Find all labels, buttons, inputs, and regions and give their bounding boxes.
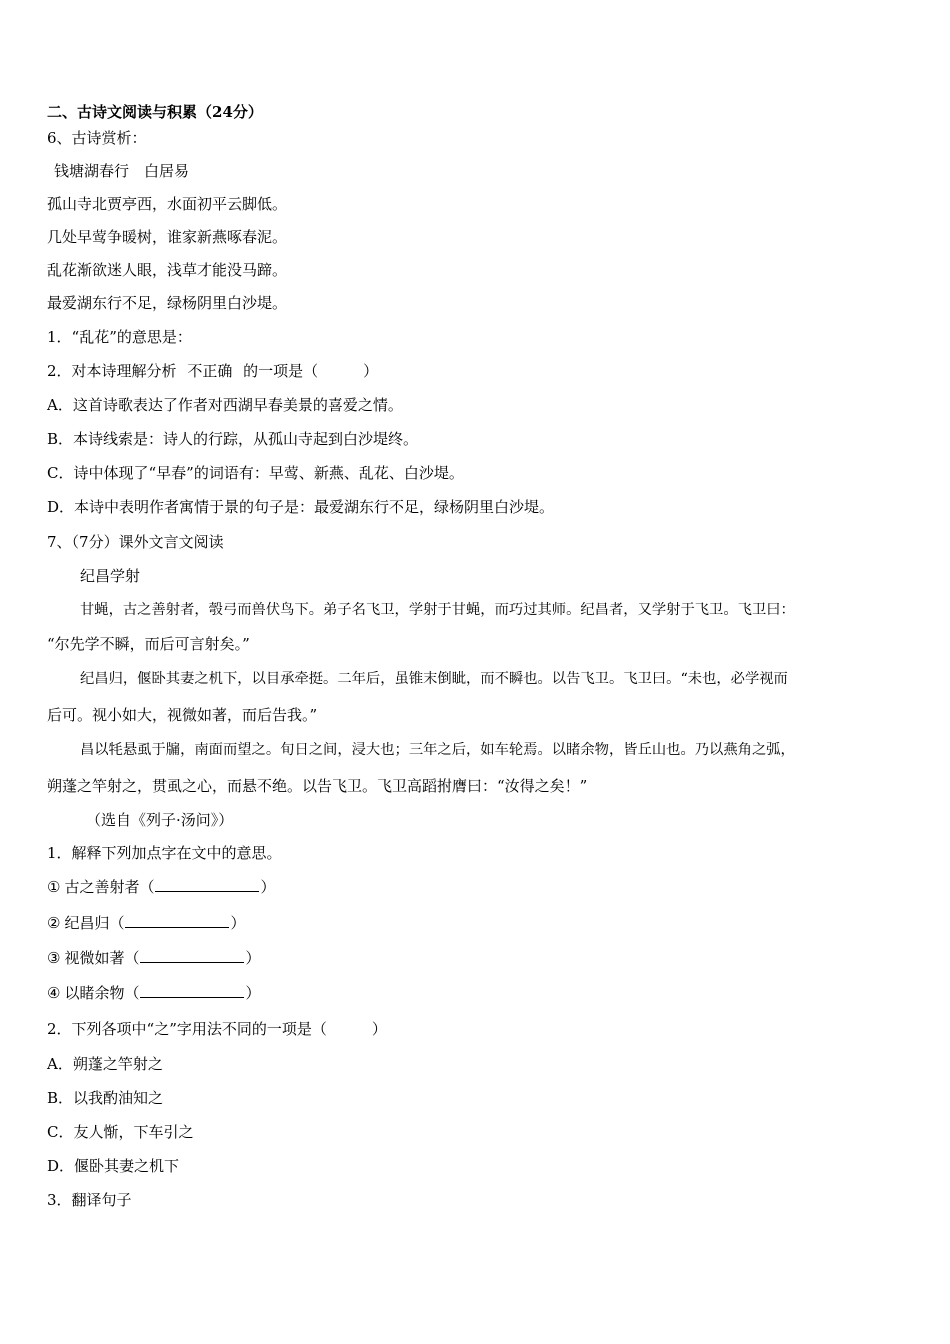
q6-sub2 bbox=[47, 361, 378, 381]
passage-p1-line2: “尔先学不瞬，而后可言射矣。” bbox=[47, 635, 250, 653]
vocab-item bbox=[47, 877, 275, 897]
passage-title: 纪昌学射 bbox=[80, 567, 141, 585]
q6-option-a: A．这首诗歌表达了作者对西湖早春美景的喜爱之情。 bbox=[47, 396, 403, 414]
passage-p3-line1: 昌以牦悬虱于牖，南面而望之。旬日之间，浸大也；三年之后，如车轮焉。以睹余物，皆丘山也。乃以燕角之弧， bbox=[80, 742, 795, 758]
vocab-item bbox=[47, 983, 260, 1003]
q6-sub2-part-c: 的一项是（ ） bbox=[243, 362, 379, 380]
item-text: 视微如著（ bbox=[64, 949, 140, 967]
poem-line: 最爱湖东行不足，绿杨阴里白沙堤。 bbox=[47, 294, 288, 312]
item-text: 纪昌归（ bbox=[64, 914, 125, 932]
q6-option-b: B．本诗线索是：诗人的行踪，从孤山寺起到白沙堤终。 bbox=[47, 430, 419, 448]
q7-heading: 7、（7分）课外文言文阅读 bbox=[47, 533, 224, 551]
item-close: ） bbox=[230, 914, 246, 932]
q6-option-d: D．本诗中表明作者寓情于景的句子是：最爱湖东行不足，绿杨阴里白沙堤。 bbox=[47, 498, 555, 516]
item-close: ） bbox=[260, 878, 276, 896]
q7-option-d: D．偃卧其妻之机下 bbox=[47, 1157, 180, 1175]
answer-blank[interactable] bbox=[155, 877, 259, 892]
poem-line: 孤山寺北贾亭西，水面初平云脚低。 bbox=[47, 195, 288, 213]
passage-p3-line2: 朔蓬之竿射之，贯虱之心，而悬不绝。以告飞卫。飞卫高蹈拊膺曰：“汝得之矣！” bbox=[47, 777, 588, 795]
q6-sub2-emphasis: 不正确 bbox=[187, 362, 233, 380]
vocab-item bbox=[47, 913, 245, 933]
item-number: ④ bbox=[47, 984, 61, 1002]
item-close: ） bbox=[245, 949, 261, 967]
poem-line: 乱花渐欲迷人眼，浅草才能没马蹄。 bbox=[47, 261, 288, 279]
section-title: 二、古诗文阅读与积累（24分） bbox=[47, 103, 263, 121]
q7-option-b: B．以我酌油知之 bbox=[47, 1089, 164, 1107]
passage-source: （选自《列子·汤问》） bbox=[86, 811, 234, 829]
answer-blank[interactable] bbox=[140, 983, 244, 998]
q7-option-c: C．友人惭，下车引之 bbox=[47, 1123, 194, 1141]
item-number: ① bbox=[47, 878, 61, 896]
poem-title: 钱塘湖春行 白居易 bbox=[54, 162, 190, 180]
q7-option-a: A．朔蓬之竿射之 bbox=[47, 1055, 163, 1073]
vocab-item bbox=[47, 948, 260, 968]
answer-blank[interactable] bbox=[140, 948, 244, 963]
passage-p2-line2: 后可。视小如大，视微如著，而后告我。” bbox=[47, 706, 318, 724]
answer-blank[interactable] bbox=[125, 913, 229, 928]
q6-heading: 6、古诗赏析： bbox=[47, 129, 147, 147]
item-number: ③ bbox=[47, 949, 61, 967]
item-close: ） bbox=[245, 984, 261, 1002]
item-number: ② bbox=[47, 914, 61, 932]
q6-option-c: C．诗中体现了“早春”的词语有：早莺、新燕、乱花、白沙堤。 bbox=[47, 464, 464, 482]
item-text: 以睹余物（ bbox=[64, 984, 140, 1002]
q7-sub3: 3．翻译句子 bbox=[47, 1191, 132, 1209]
q7-sub1: 1．解释下列加点字在文中的意思。 bbox=[47, 844, 282, 862]
passage-p1-line1: 甘蝇，古之善射者，彀弓而兽伏鸟下。弟子名飞卫，学射于甘蝇，而巧过其师。纪昌者，又学射于飞卫。飞卫曰： bbox=[80, 602, 795, 618]
poem-line: 几处早莺争暖树，谁家新燕啄春泥。 bbox=[47, 228, 288, 246]
q7-sub2: 2．下列各项中“之”字用法不同的一项是（ ） bbox=[47, 1020, 387, 1038]
item-text: 古之善射者（ bbox=[64, 878, 155, 896]
q6-sub1: 1．“乱花”的意思是： bbox=[47, 328, 192, 346]
passage-p2-line1: 纪昌归，偃卧其妻之机下，以目承牵挺。二年后，虽锥末倒眦，而不瞬也。以告飞卫。飞卫曰。“未也，必学视而 bbox=[80, 671, 788, 687]
q6-sub2-part-a: 2．对本诗理解分析 bbox=[47, 362, 177, 380]
